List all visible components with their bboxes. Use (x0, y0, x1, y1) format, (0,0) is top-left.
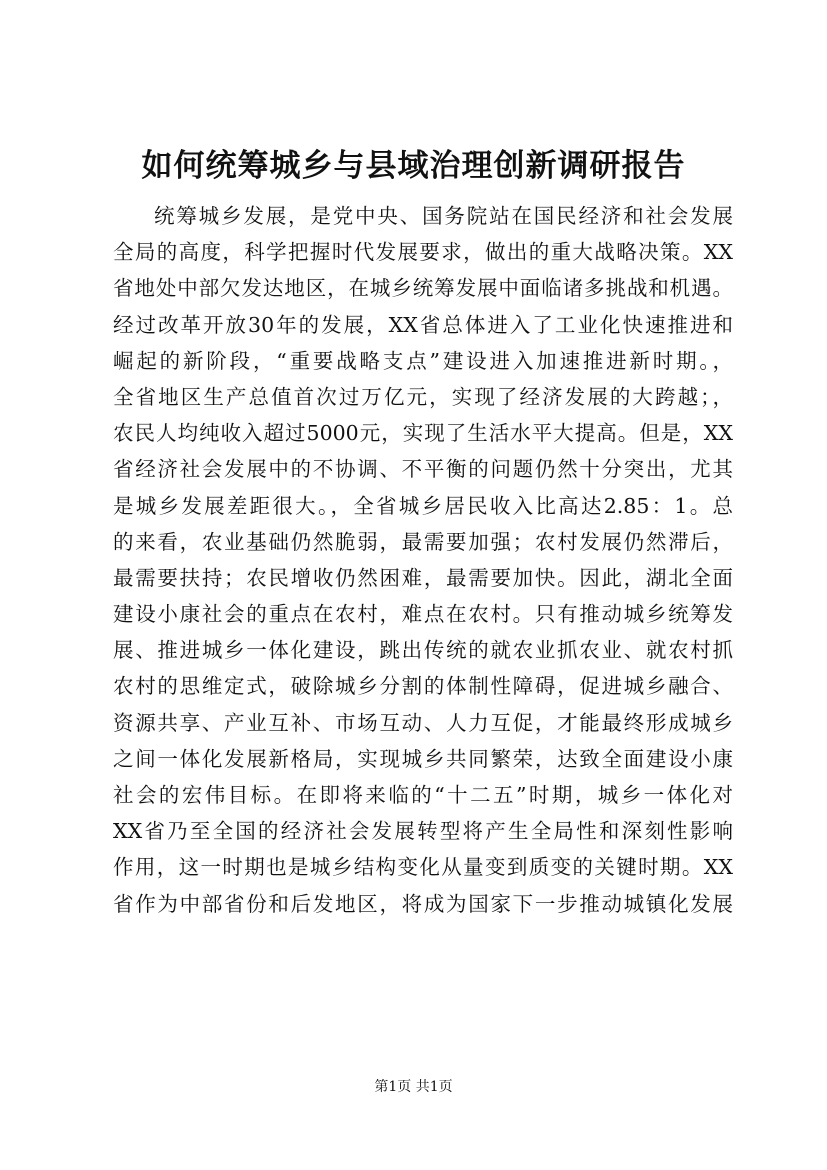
body-line: 省作为中部省份和后发地区，将成为国家下一步推动城镇化发展 (113, 891, 733, 916)
body-line: 是城乡发展差距很大。，全省城乡居民收入比高达2.85：1。总 (113, 493, 733, 518)
body-line: 全省地区生产总值首次过万亿元，实现了经济发展的大跨越；， (113, 384, 733, 409)
body-line: 省地处中部欠发达地区，在城乡统筹发展中面临诸多挑战和机遇。 (113, 276, 733, 301)
body-line: 全局的高度，科学把握时代发展要求，做出的重大战略决策。XX (113, 240, 733, 265)
body-line: 统筹城乡发展，是党中央、国务院站在国民经济和社会发展 (154, 204, 733, 228)
document-title: 如何统筹城乡与县域治理创新调研报告 (141, 148, 686, 184)
document-body (113, 198, 733, 922)
body-line: 经过改革开放30年的发展，XX省总体进入了工业化快速推进和 (113, 312, 733, 337)
body-line: 社会的宏伟目标。在即将来临的“十二五”时期，城乡一体化对 (113, 783, 733, 807)
body-line: 建设小康社会的重点在农村，难点在农村。只有推动城乡统筹发 (113, 602, 733, 627)
body-line: 农民人均纯收入超过5000元，实现了生活水平大提高。但是，XX (113, 421, 733, 446)
body-line: 农村的思维定式，破除城乡分割的体制性障碍，促进城乡融合、 (113, 674, 733, 699)
body-line: 的来看，农业基础仍然脆弱，最需要加强；农村发展仍然滞后， (113, 529, 733, 554)
body-line: XX省乃至全国的经济社会发展转型将产生全局性和深刻性影响 (113, 819, 733, 844)
body-line: 作用，这一时期也是城乡结构变化从量变到质变的关键时期。XX (113, 855, 733, 880)
body-line: 资源共享、产业互补、市场互动、人力互促，才能最终形成城乡 (113, 710, 733, 735)
body-line: 崛起的新阶段，“重要战略支点”建设进入加速推进新时期。， (113, 348, 733, 373)
body-line: 之间一体化发展新格局，实现城乡共同繁荣，达致全面建设小康 (113, 746, 733, 771)
body-line: 展、推进城乡一体化建设，跳出传统的就农业抓农业、就农村抓 (113, 638, 733, 663)
page-footer: 第1页 共1页 (374, 1079, 453, 1095)
body-line: 省经济社会发展中的不协调、不平衡的问题仍然十分突出，尤其 (113, 457, 733, 482)
body-line: 最需要扶持；农民增收仍然困难，最需要加快。因此，湖北全面 (113, 565, 733, 590)
